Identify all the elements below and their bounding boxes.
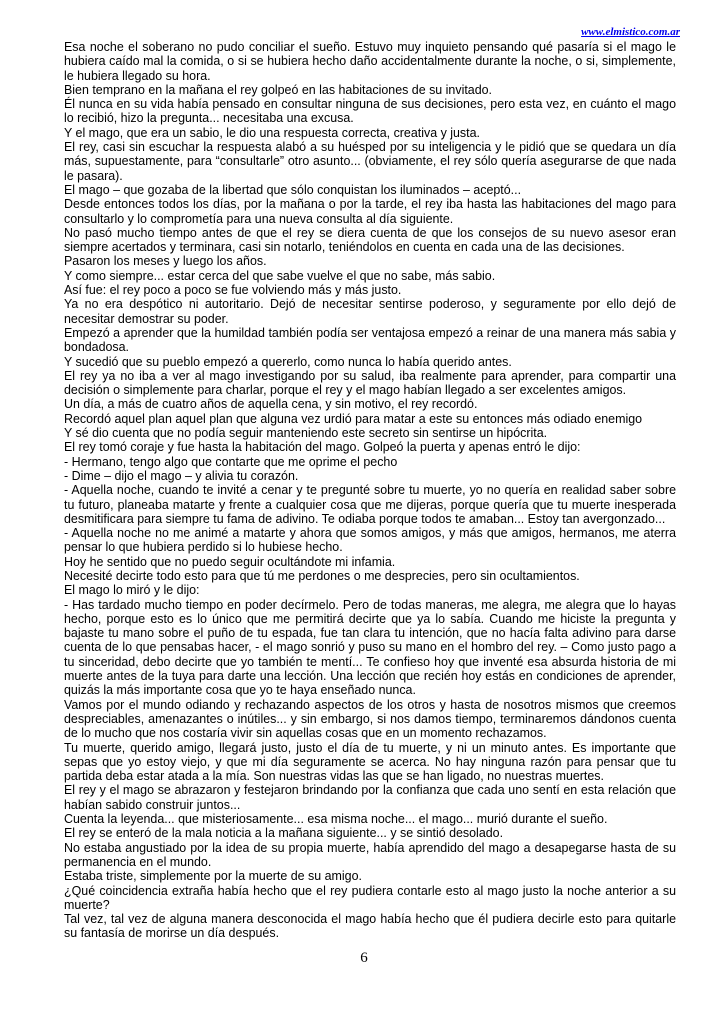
- paragraph: No estaba angustiado por la idea de su propia muerte, había aprendido del mago a desapegarse hasta de su permanencia en el mundo.: [64, 840, 676, 869]
- paragraph: Así fue: el rey poco a poco se fue volviendo más y más justo.: [64, 283, 402, 298]
- paragraph: El rey y el mago se abrazaron y festejaron brindando por la confianza que cada uno sentí en esta relación que habían sabido construir juntos...: [64, 783, 676, 812]
- paragraph: Él nunca en su vida había pensado en consultar ninguna de sus decisiones, pero esta vez, en cuánto el mago lo recibió, hizo la pregunta... necesitaba una excusa.: [64, 97, 676, 126]
- paragraph: Pasaron los meses y luego los años.: [64, 254, 267, 269]
- paragraph: Vamos por el mundo odiando y rechazando aspectos de los otros y hasta de nosotros mismos que creemos despreciables, amenazantes o inútiles... y sin embargo, si nos damos tiempo, terminaremos dándonos cuenta de lo mucho que nos costaría vivir sin aquellas cosas que en un momento rechazamos.: [64, 697, 676, 741]
- paragraph: El rey tomó coraje y fue hasta la habitación del mago. Golpeó la puerta y apenas entró le dijo:: [64, 440, 581, 455]
- paragraph: Bien temprano en la mañana el rey golpeó en las habitaciones de su invitado.: [64, 82, 492, 97]
- site-link[interactable]: www.elmistico.com.ar: [581, 26, 680, 38]
- paragraph: Hoy he sentido que no puedo seguir ocultándote mi infamia.: [64, 554, 396, 569]
- page-number: 6: [360, 950, 368, 966]
- paragraph: Y como siempre... estar cerca del que sabe vuelve el que no sabe, más sabio.: [64, 268, 496, 283]
- paragraph: Empezó a aprender que la humildad también podía ser ventajosa empezó a reinar de una manera más sabia y bondadosa.: [64, 325, 676, 355]
- paragraph: - Aquella noche no me animé a matarte y ahora que somos amigos, y más que amigos, hermanos, me aterra pensar lo que hubiera perdido si lo hubiese hecho.: [64, 526, 676, 555]
- paragraph: Estaba triste, simplemente por la muerte de su amigo.: [64, 869, 362, 884]
- paragraph: Necesité decirte todo esto para que tú me perdones o me desprecies, pero sin ocultamientos.: [64, 568, 580, 583]
- paragraph: Esa noche el soberano no pudo conciliar el sueño. Estuvo muy inquieto pensando qué pasaría si el mago le hubiera caído mal la comida, o si se hubiera hecho daño accidentalmente durante la noche, o si, simplemente, le hubiera llegado su hora.: [64, 40, 676, 83]
- paragraph: ¿Qué coincidencia extraña había hecho que el rey pudiera contarle esto al mago justo la noche anterior a su muerte?: [64, 883, 676, 912]
- paragraph: El rey se enteró de la mala noticia a la mañana siguiente... y se sintió desolado.: [64, 826, 504, 841]
- paragraph: - Hermano, tengo algo que contarte que me oprime el pecho: [64, 454, 398, 469]
- paragraph: Tu muerte, querido amigo, llegará justo, justo el día de tu muerte, y ni un minuto antes. Es importante que sepas que yo estoy viejo, y que mi día seguramente se acerca. No hay ninguna razón para pensar que tu partida deba estar atada a la mía. Son nuestras vidas las que se han ligado, no nuestras muertes.: [64, 740, 676, 784]
- paragraph: Desde entonces todos los días, por la mañana o por la tarde, el rey iba hasta las habitaciones del mago para consultarlo y lo comprometía para una nueva consulta al día siguiente.: [64, 197, 676, 226]
- paragraph: - Dime – dijo el mago – y alivia tu corazón.: [64, 468, 299, 483]
- paragraph: Y sé dio cuenta que no podía seguir manteniendo este secreto sin sentirse un hipócrita.: [64, 426, 548, 441]
- paragraph: Cuenta la leyenda... que misteriosamente... esa misma noche... el mago... murió durante el sueño.: [64, 812, 608, 827]
- paragraph: Y el mago, que era un sabio, le dio una respuesta correcta, creativa y justa.: [64, 125, 480, 140]
- paragraph: El mago lo miró y le dijo:: [64, 583, 200, 598]
- paragraph: Recordó aquel plan aquel plan que alguna vez urdió para matar a este su entonces más odiado enemigo: [64, 411, 643, 426]
- paragraph: El rey ya no iba a ver al mago investigando por su salud, iba realmente para aprender, para compartir una decisión o simplemente para charlar, porque el rey y el mago habían llegado a ser excelentes amigos.: [64, 368, 676, 398]
- document-body: [64, 40, 676, 941]
- paragraph: Ya no era despótico ni autoritario. Dejó de necesitar sentirse poderoso, y seguramente por ello dejó de necesitar demostrar su poder.: [64, 297, 676, 326]
- paragraph: No pasó mucho tiempo antes de que el rey se diera cuenta de que los consejos de su nuevo asesor eran siempre acertados y terminara, casi sin notarlo, teniéndolos en cuenta en cada una de las decisiones.: [64, 225, 676, 255]
- paragraph: Y sucedió que su pueblo empezó a quererlo, como nunca lo había querido antes.: [64, 354, 512, 369]
- paragraph: - Aquella noche, cuando te invité a cenar y te pregunté sobre tu muerte, yo no quería en realidad saber sobre tu futuro, planeaba matarte y frente a cualquier cosa que me dijeras, porque quería que tu muerte inesperada desmitificara para siempre tu fama de adivino. Te odiaba porque todos te amaban... Estoy tan avergonzado...: [64, 483, 676, 526]
- paragraph: El rey, casi sin escuchar la respuesta alabó a su huésped por su inteligencia y le pidió que se quedara un día más, supuestamente, para “consultarle” otro asunto... (obviamente, el rey sólo quería asegurarse de que nada le pasara).: [64, 140, 676, 183]
- paragraph: Tal vez, tal vez de alguna manera desconocida el mago había hecho que él pudiera decirle esto para quitarle su fantasía de morirse un día después.: [64, 912, 676, 941]
- paragraph: El mago – que gozaba de la libertad que sólo conquistan los iluminados – aceptó...: [64, 182, 522, 197]
- paragraph: - Has tardado mucho tiempo en poder decírmelo. Pero de todas maneras, me alegra, me alegra que lo hayas hecho, porque esto es lo único que me permitirá decirte que ya lo sabía. Cuando me hiciste la pregunta y bajaste tu mano sobre el puño de tu espada, fue tan clara tu intención, que no hacía falta adivino para darse cuenta de lo que pensabas hacer, - el mago sonrió y puso su mano en el hombro del rey. – Como justo pago a tu sinceridad, debo decirte que yo también te mentí... Te confieso hoy que inventé esa absurda historia de mi muerte antes de la tuya para darte una lección. Una lección que recién hoy estás en condiciones de aprender, quizás la más importante cosa que yo te haya enseñado nunca.: [64, 597, 676, 698]
- paragraph: Un día, a más de cuatro años de aquella cena, y sin motivo, el rey recordó.: [64, 397, 478, 412]
